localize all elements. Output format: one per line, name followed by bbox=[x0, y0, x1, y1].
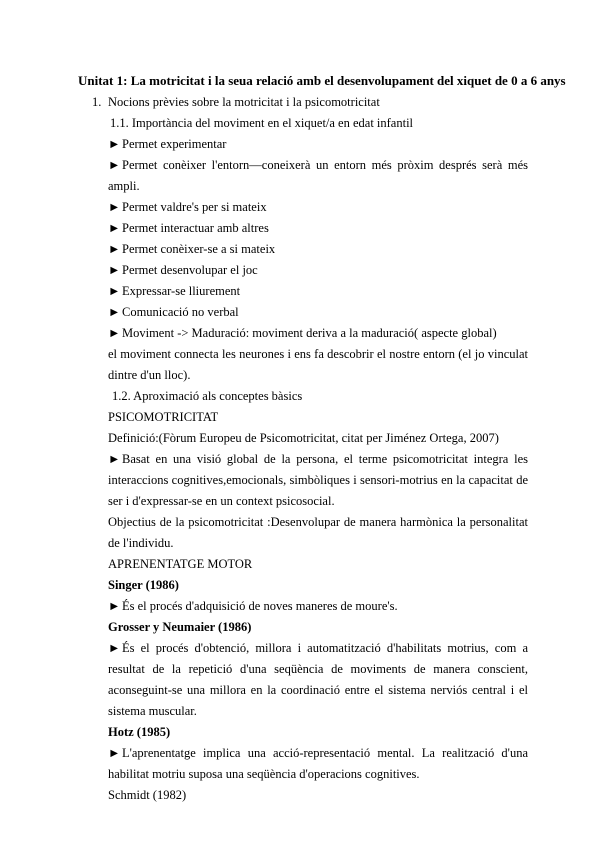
triangle-bullet-icon: ► bbox=[108, 284, 121, 298]
triangle-bullet-icon: ► bbox=[108, 326, 121, 340]
subsection-heading-1-1: 1.1. Importància del moviment en el xiquet/a en edat infantil bbox=[110, 116, 414, 130]
triangle-bullet-icon: ► bbox=[108, 242, 121, 256]
list-item: ► Moviment -> Maduració: moviment deriva a la maduració( aspecte global) bbox=[108, 323, 528, 344]
author-definition: ► És el procés d'obtenció, millora i automatització d'habilitats motrius, com a resultat de la repetició d'una seqüència de moviments de manera conscient, aconseguint-se una millora en la coordinació entre el sistema nerviós central i el sistema muscular. bbox=[108, 638, 528, 722]
author-heading: Grosser y Neumaier (1986) bbox=[108, 620, 252, 634]
triangle-bullet-icon: ► bbox=[108, 452, 121, 466]
list-item: ► Permet conèixer-se a si mateix bbox=[108, 239, 528, 260]
author-heading: Singer (1986) bbox=[108, 578, 179, 592]
list-item: ► Comunicació no verbal bbox=[108, 302, 528, 323]
author-definition: ► L'aprenentatge implica una acció-representació mental. La realització d'una habilitat motriu suposa una seqüència d'operacions cognitives. bbox=[108, 743, 528, 785]
triangle-bullet-icon: ► bbox=[108, 599, 121, 613]
bullet-list bbox=[108, 134, 528, 344]
author-heading: Hotz (1985) bbox=[108, 725, 171, 739]
subsection-heading-1-2: 1.2. Aproximació als conceptes bàsics bbox=[112, 389, 303, 403]
paragraph-moviment: el moviment connecta les neurones i ens fa descobrir el nostre entorn (el jo vinculat dintre d'un lloc). bbox=[108, 347, 528, 382]
page-title: Unitat 1: La motricitat i la seua relació amb el desenvolupament del xiquet de 0 a 6 anys bbox=[78, 73, 566, 88]
triangle-bullet-icon: ► bbox=[108, 641, 121, 655]
triangle-bullet-icon: ► bbox=[108, 158, 121, 172]
list-item: ► Permet valdre's per si mateix bbox=[108, 197, 528, 218]
triangle-bullet-icon: ► bbox=[108, 200, 121, 214]
triangle-bullet-icon: ► bbox=[108, 305, 121, 319]
definition-text: ► Basat en una visió global de la persona, el terme psicomotricitat integra les interaccions cognitives,emocionals, simbòliques i sensori-motrius en la capacitat de ser i d'expressar-se en un context psicosocial. bbox=[108, 449, 528, 512]
triangle-bullet-icon: ► bbox=[108, 746, 121, 760]
list-item: ► Permet conèixer l'entorn—coneixerà un entorn més pròxim després serà més ampli. bbox=[108, 155, 528, 197]
list-item: ► Expressar-se lliurement bbox=[108, 281, 528, 302]
definition-line: Definició:(Fòrum Europeu de Psicomotricitat, citat per Jiménez Ortega, 2007) bbox=[108, 431, 499, 445]
objectives-paragraph: Objectius de la psicomotricitat :Desenvolupar de manera harmònica la personalitat de l'individu. bbox=[108, 515, 528, 550]
author-heading-plain: Schmidt (1982) bbox=[108, 788, 187, 802]
list-item: ► Permet desenvolupar el joc bbox=[108, 260, 528, 281]
list-item: ► Permet experimentar bbox=[108, 134, 528, 155]
heading-aprenentatge-motor: APRENENTATGE MOTOR bbox=[108, 557, 253, 571]
triangle-bullet-icon: ► bbox=[108, 263, 121, 277]
section-number: 1. bbox=[92, 95, 102, 109]
author-definition: ► És el procés d'adquisició de noves maneres de moure's. bbox=[108, 596, 528, 617]
document-body bbox=[92, 92, 528, 806]
list-item: ► Permet interactuar amb altres bbox=[108, 218, 528, 239]
triangle-bullet-icon: ► bbox=[108, 221, 121, 235]
section-1 bbox=[92, 92, 528, 113]
heading-psicomotricitat: PSICOMOTRICITAT bbox=[108, 410, 219, 424]
triangle-bullet-icon: ► bbox=[108, 137, 121, 151]
section-heading: Nocions prèvies sobre la motricitat i la psicomotricitat bbox=[108, 95, 380, 109]
